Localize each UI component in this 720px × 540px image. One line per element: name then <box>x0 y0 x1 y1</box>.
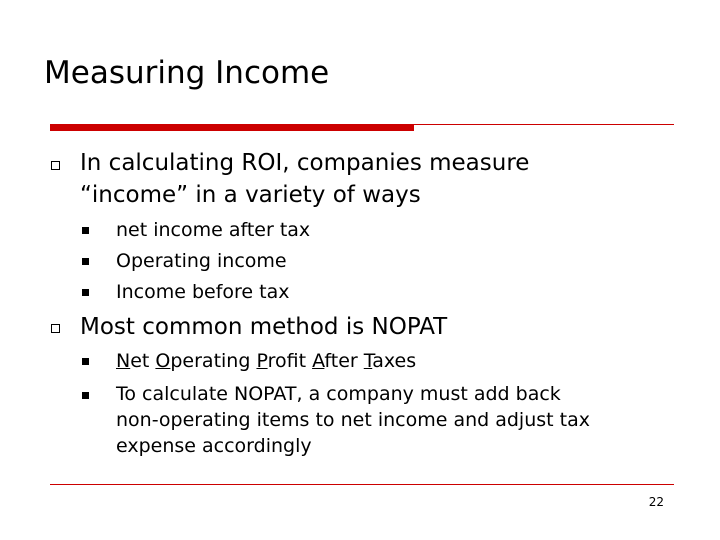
nopat-word-rest: fter <box>324 350 364 372</box>
nopat-letter: O <box>155 350 171 372</box>
nopat-letter: P <box>256 350 268 372</box>
bullet-square-icon <box>82 289 89 296</box>
bullet-square-icon <box>82 258 89 265</box>
sub-bullet-nopat-definition <box>116 348 416 374</box>
bullet-square-icon <box>82 358 89 365</box>
sub-bullet-income-before-tax: Income before tax <box>116 281 290 303</box>
slide-title: Measuring Income <box>44 55 330 91</box>
bullet-square-icon <box>82 227 89 234</box>
nopat-letter: T <box>363 350 373 372</box>
footer-rule <box>50 484 674 485</box>
bullet-square-icon <box>82 392 89 399</box>
nopat-letter: N <box>116 350 131 372</box>
nopat-word-rest: perating <box>170 350 257 372</box>
sub-bullet-calc-line-3: expense accordingly <box>116 435 312 457</box>
bullet-hollow-icon <box>51 324 60 333</box>
bullet-hollow-icon <box>51 161 60 170</box>
bullet-2-line-1: Most common method is NOPAT <box>80 314 448 340</box>
sub-bullet-operating-income: Operating income <box>116 250 287 272</box>
nopat-word-rest: axes <box>372 350 417 372</box>
sub-bullet-calc-line-2: non-operating items to net income and adjust tax <box>116 409 590 431</box>
bullet-1-line-1: In calculating ROI, companies measure <box>80 150 530 176</box>
nopat-word-rest: et <box>130 350 156 372</box>
nopat-word-rest: rofit <box>267 350 313 372</box>
sub-bullet-calc-line-1: To calculate NOPAT, a company must add back <box>116 383 561 405</box>
sub-bullet-net-income: net income after tax <box>116 219 311 241</box>
title-rule-thin <box>414 124 674 125</box>
page-number: 22 <box>648 495 664 509</box>
title-rule-thick <box>50 124 414 131</box>
nopat-letter: A <box>312 350 325 372</box>
bullet-1-line-2: “income” in a variety of ways <box>80 182 421 208</box>
